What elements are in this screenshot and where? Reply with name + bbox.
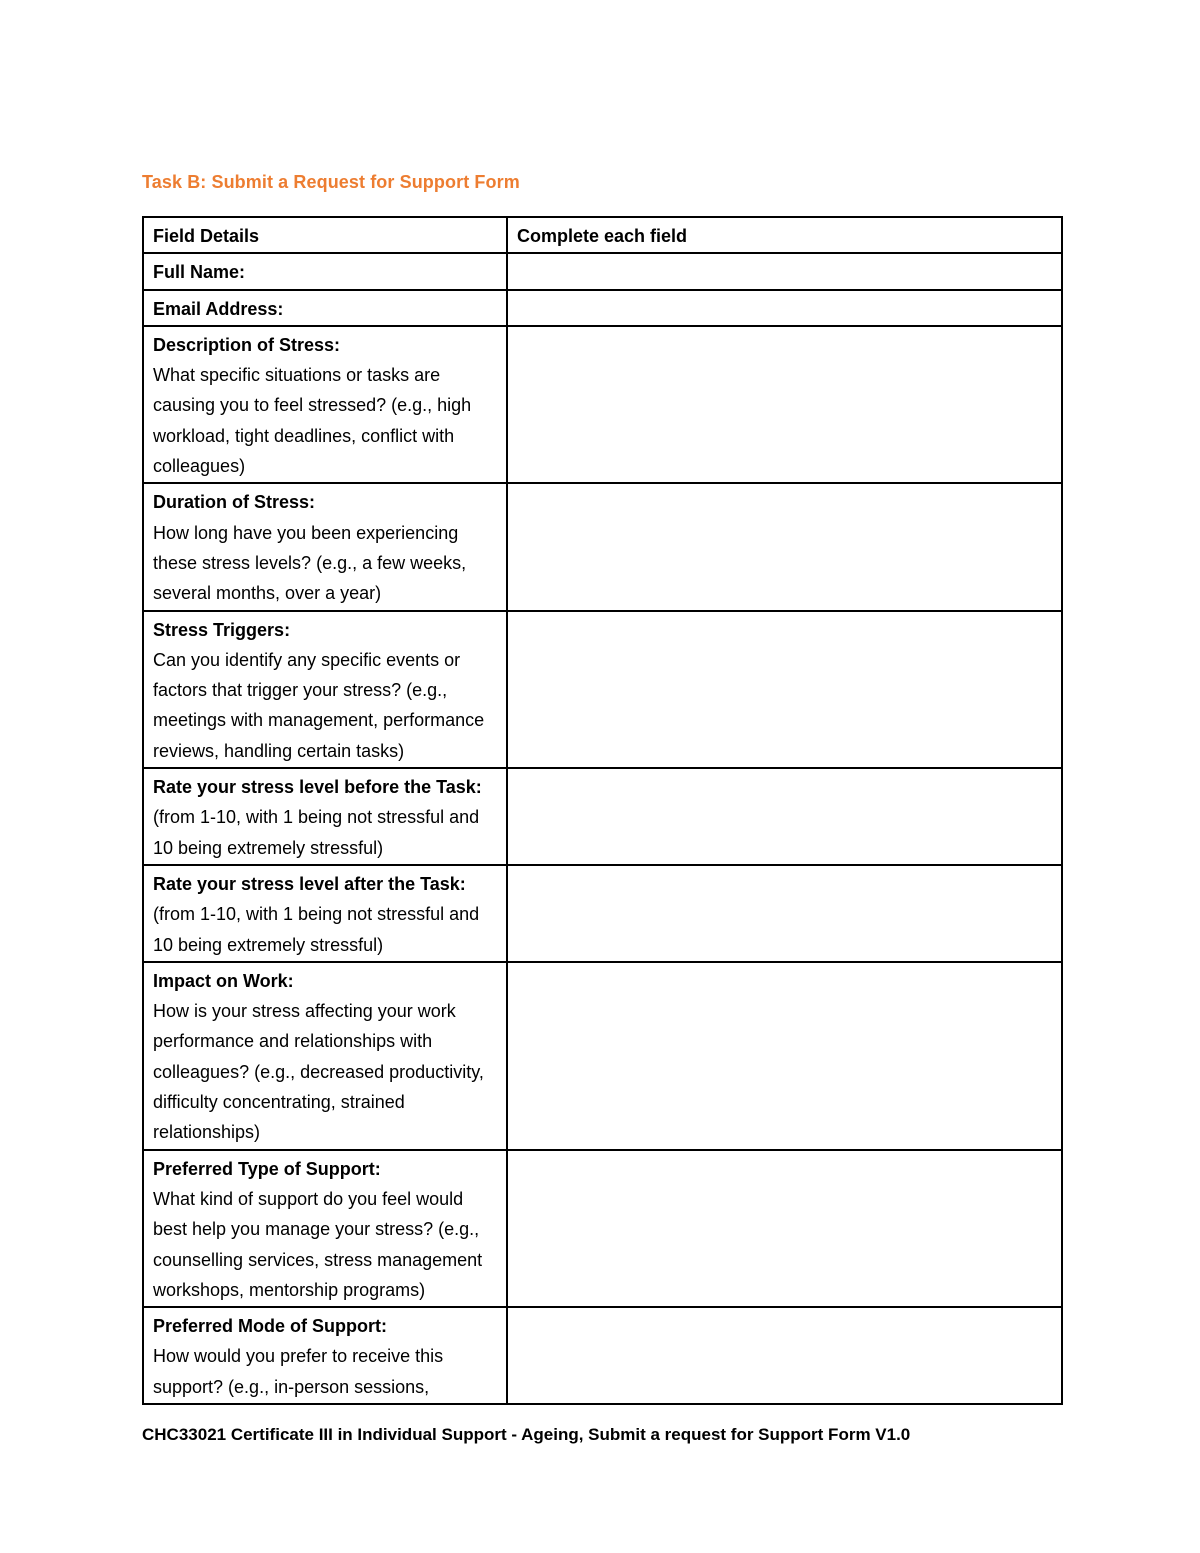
- preferred-type-of-support-field[interactable]: [507, 1150, 1062, 1307]
- table-row: [143, 483, 1062, 610]
- description-of-stress-field[interactable]: [507, 326, 1062, 483]
- field-hint: What kind of support do you feel would best help you manage your stress? (e.g., counselling services, stress management workshops, mentorship programs): [153, 1188, 483, 1300]
- stress-triggers-field[interactable]: [507, 611, 1062, 768]
- field-hint: (from 1-10, with 1 being not stressful and 10 being extremely stressful): [153, 904, 480, 955]
- support-request-table: [142, 216, 1063, 1405]
- field-label-cell: [143, 326, 507, 483]
- field-label-cell: [143, 865, 507, 962]
- field-label: Full Name:: [153, 262, 246, 283]
- field-label-cell: [143, 611, 507, 768]
- table-row: [143, 1307, 1062, 1404]
- header-complete-each-field: Complete each field: [507, 217, 1062, 253]
- field-hint: How would you prefer to receive this support? (e.g., in-person sessions,: [153, 1346, 444, 1397]
- field-hint: Can you identify any specific events or factors that trigger your stress? (e.g., meetings with management, performance reviews, handling certain tasks): [153, 649, 485, 761]
- impact-on-work-field[interactable]: [507, 962, 1062, 1150]
- field-hint: What specific situations or tasks are causing you to feel stressed? (e.g., high workload, tight deadlines, conflict with colleagues): [153, 365, 472, 477]
- table-header-row: [143, 217, 1062, 253]
- stress-level-before-field[interactable]: [507, 768, 1062, 865]
- field-label: Rate your stress level before the Task:: [153, 777, 482, 798]
- field-label: Duration of Stress:: [153, 492, 316, 513]
- table-row: [143, 611, 1062, 768]
- field-label: Preferred Mode of Support:: [153, 1316, 388, 1337]
- field-label-cell: [143, 290, 507, 326]
- field-label: Preferred Type of Support:: [153, 1158, 381, 1179]
- task-title: Task B: Submit a Request for Support Form: [142, 172, 520, 192]
- table-row: [143, 865, 1062, 962]
- email-address-field[interactable]: [507, 290, 1062, 326]
- field-label-cell: [143, 1150, 507, 1307]
- field-label: Stress Triggers:: [153, 619, 291, 640]
- header-field-details: Field Details: [143, 217, 507, 253]
- field-hint: How is your stress affecting your work performance and relationships with colleagues? (e.g., decreased productivity, difficulty concentrating, strained relationships): [153, 1001, 484, 1143]
- full-name-field[interactable]: [507, 253, 1062, 289]
- field-label-cell: [143, 768, 507, 865]
- field-label-cell: [143, 253, 507, 289]
- field-label-cell: [143, 483, 507, 610]
- field-hint: How long have you been experiencing these stress levels? (e.g., a few weeks, several months, over a year): [153, 522, 467, 604]
- field-label: Description of Stress:: [153, 334, 341, 355]
- field-label-cell: [143, 962, 507, 1150]
- stress-level-after-field[interactable]: [507, 865, 1062, 962]
- table-row: [143, 290, 1062, 326]
- table-row: [143, 962, 1062, 1150]
- field-label: Email Address:: [153, 298, 284, 319]
- page-footer: CHC33021 Certificate III in Individual Support - Ageing, Submit a request for Support Form V1.0: [142, 1425, 911, 1444]
- table-row: [143, 326, 1062, 483]
- table-row: [143, 768, 1062, 865]
- preferred-mode-of-support-field[interactable]: [507, 1307, 1062, 1404]
- table-row: [143, 1150, 1062, 1307]
- duration-of-stress-field[interactable]: [507, 483, 1062, 610]
- field-label-cell: [143, 1307, 507, 1404]
- field-label: Impact on Work:: [153, 970, 294, 991]
- table-row: [143, 253, 1062, 289]
- field-label: Rate your stress level after the Task:: [153, 873, 466, 894]
- field-hint: (from 1-10, with 1 being not stressful and 10 being extremely stressful): [153, 807, 480, 858]
